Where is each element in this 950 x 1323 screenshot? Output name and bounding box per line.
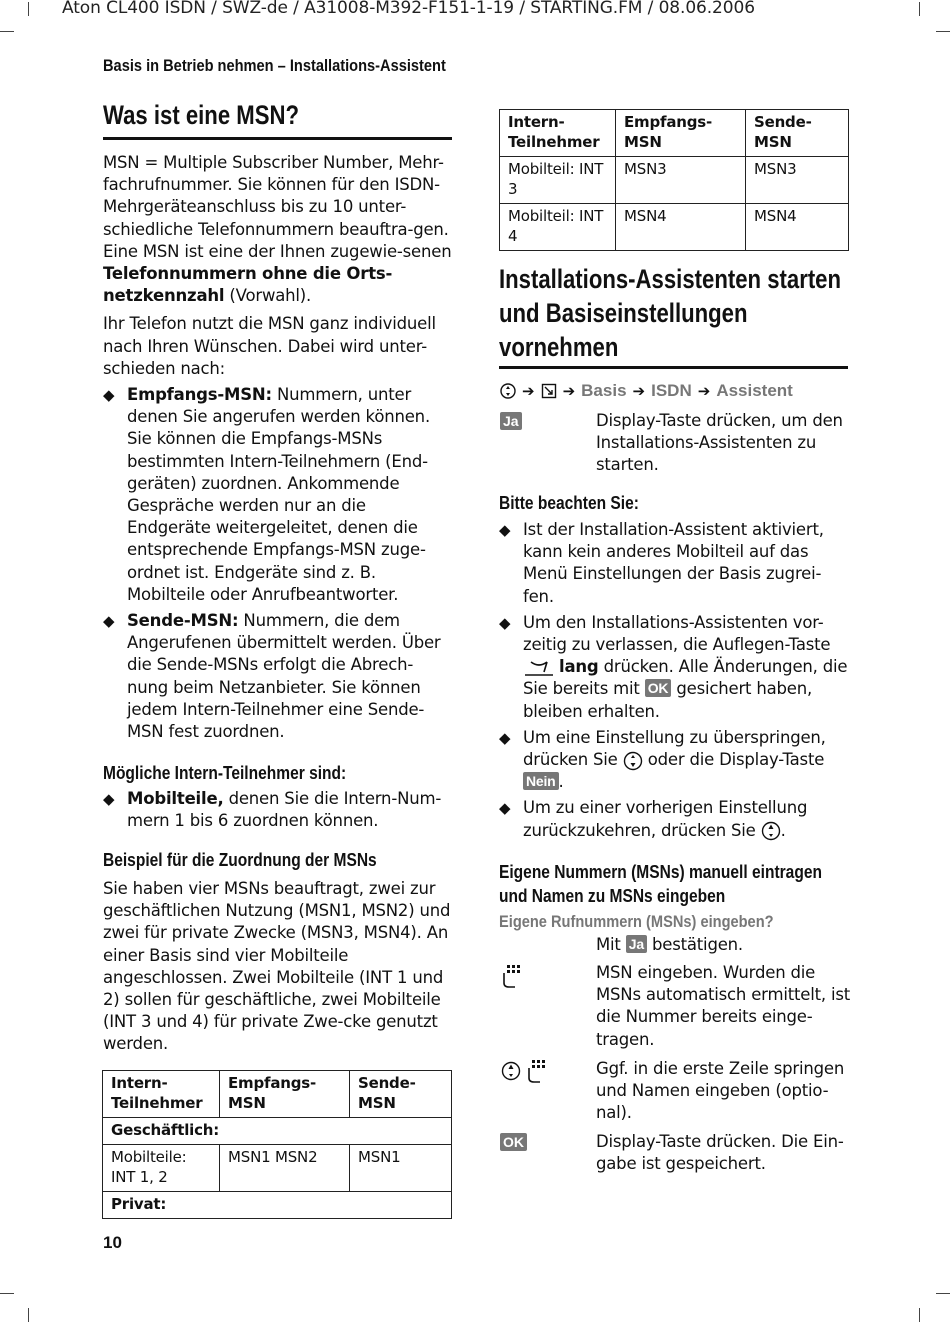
settings-menu-icon <box>541 383 557 399</box>
arrow-right-icon: ➔ <box>697 382 711 400</box>
table-group-row: Privat: <box>103 1192 452 1219</box>
crop-mark <box>936 1293 950 1294</box>
subheading-eigene: Eigene Nummern (MSNs) manuell eintragen und Namen zu MSNs eingeben <box>499 861 822 906</box>
table-cell: MSN3 <box>746 157 849 204</box>
display-key-nein: Nein <box>523 772 559 790</box>
table-group-row: Geschäftlich: <box>103 1118 452 1145</box>
step-ok: Display-Taste drücken. Die Ein-gabe ist gespeichert. <box>596 1132 844 1174</box>
crop-mark <box>0 31 14 32</box>
list-item: ◆ Empfangs-MSN: Nummern, unter denen Sie angerufen werden können. Sie können die Empfangs-MSNs bestimmten Intern-Teilnehmern (End-geräten) zuordnen. Ankommende Gespräche werden nur an die Endgeräte weitergeleitet, denen die entsprechende Empfangs-MSN zuge-ordnet ist. Endgeräte sind z. B. Mobilteile oder Anrufbeantworter. <box>103 385 430 604</box>
list-item: ◆ Ist der Installation-Assistent aktiviert, kann kein anderes Mobilteil auf das Menü Einstellungen der Basis zugrei-fen. <box>499 520 824 606</box>
table-header: Sende-MSN <box>746 110 849 157</box>
table-cell: Mobilteil: INT 4 <box>500 204 616 251</box>
menu-item-assistent: Assistent <box>716 381 793 400</box>
display-key-ok: OK <box>500 1133 527 1151</box>
intro-paragraph: MSN = Multiple Subscriber Number, Mehr-fachrufnummer. Sie können für den ISDN-Mehrgeräteanschluss bis zu 10 unter-schiedliche Telefonnummern beauftra-gen. Eine MSN ist eine der Ihnen zugewie-senen Telefonnummern ohne die Orts-netzkennzahl (Vorwahl). <box>103 153 452 306</box>
menu-item-basis: Basis <box>581 381 627 400</box>
control-key-up-icon <box>761 821 781 841</box>
display-key-ja: Ja <box>626 935 647 953</box>
installation-title-box <box>499 262 919 364</box>
table-cell: Mobilteile: INT 1, 2 <box>103 1145 220 1192</box>
menu-item-isdn: ISDN <box>651 381 692 400</box>
section-title: Was ist eine MSN? <box>103 100 300 130</box>
table-cell: MSN3 <box>616 157 746 204</box>
keypad-icon <box>526 1058 552 1084</box>
arrow-right-icon: ➔ <box>562 382 576 400</box>
msn-table-left <box>102 1070 452 1219</box>
display-key-ja: Ja <box>500 412 522 430</box>
subheading-beachten: Bitte beachten Sie: <box>499 492 639 513</box>
example-paragraph: Sie haben vier MSNs beauftragt, zwei zur geschäftlichen Nutzung (MSN1, MSN2) und zwei für private Zwecke (MSN3, MSN4). An einer Basis sind vier Mobilteile angeschlossen. Zwei Mobilteile (INT 1 und 2) sollen für geschäftliche, zwei Mobilteile (INT 3 und 4) für private Zwe-cke genutzt werden. <box>103 879 451 1054</box>
arrow-right-icon: ➔ <box>632 382 646 400</box>
control-key-icon <box>500 383 516 399</box>
list-item: ◆ Um eine Einstellung zu überspringen, drücken Sie oder die Display-Taste Nein . <box>499 727 826 792</box>
list-item: ◆ Um den Installations-Assistenten vor-zeitig zu verlassen, die Auflegen-Taste lang drücken. Alle Änderungen, die Sie bereits mit OK gesichert haben, bleiben erhalten. <box>499 612 848 721</box>
diamond-bullet-icon: ◆ <box>499 613 511 632</box>
diamond-bullet-icon: ◆ <box>499 728 511 747</box>
diamond-bullet-icon: ◆ <box>103 790 115 808</box>
ja-key-row <box>500 412 522 431</box>
diamond-bullet-icon: ◆ <box>103 386 115 405</box>
table-header: Empfangs-MSN <box>616 110 746 157</box>
table-cell: Mobilteil: INT 3 <box>500 157 616 204</box>
table-header: Sende-MSN <box>350 1071 452 1118</box>
msn-table-right <box>499 109 849 251</box>
installation-title: Installations-Assistenten starten und Basiseinstellungen vornehmen <box>499 264 842 362</box>
crop-mark <box>28 2 29 16</box>
crop-mark <box>28 1308 29 1322</box>
crop-mark <box>0 1293 14 1294</box>
control-key-up-icon <box>501 1061 521 1081</box>
step-name-eingeben: Ggf. in die erste Zeile springen und Namen eingeben (optio-nal). <box>596 1059 845 1123</box>
list-item: ◆ Sende-MSN: Nummern, die dem Angerufenen übermittelt werden. Über die Sende-MSNs erfolgt die Abrech-nung beim Netzanbieter. Sie können jedem Intern-Teilnehmer eine Sende-MSN fest zuordnen. <box>103 611 441 742</box>
display-key-ok: OK <box>645 679 672 697</box>
diamond-bullet-icon: ◆ <box>499 799 511 818</box>
keypad-icon <box>501 963 527 989</box>
section-header: Basis in Betrieb nehmen – Installations-Assistent <box>103 56 446 75</box>
title-rule <box>499 366 848 369</box>
step-keypad <box>501 963 527 993</box>
left-column-2 <box>103 788 453 832</box>
notes-list <box>499 519 849 842</box>
crop-mark <box>936 31 950 32</box>
diamond-bullet-icon: ◆ <box>499 521 511 539</box>
table-header: Intern-Teilnehmer <box>500 110 616 157</box>
crop-mark <box>919 1308 920 1322</box>
page-number: 10 <box>103 1233 122 1252</box>
display-prompt: Eigene Rufnummern (MSNs) eingeben? <box>499 912 774 931</box>
end-call-key-icon <box>523 659 559 677</box>
table-cell: MSN4 <box>746 204 849 251</box>
menu-path <box>500 381 793 401</box>
subheading-moegliche: Mögliche Intern-Teilnehmer sind: <box>103 762 347 783</box>
arrow-right-icon: ➔ <box>522 382 535 400</box>
table-header: Empfangs-MSN <box>220 1071 350 1118</box>
confirm-instruction: Mit Ja bestätigen. <box>596 935 743 954</box>
control-key-down-icon <box>623 751 643 771</box>
table-cell: MSN1 MSN2 <box>220 1145 350 1192</box>
usage-paragraph: Ihr Telefon nutzt die MSN ganz individuell nach Ihren Wünschen. Dabei wird unter-schieden nach: <box>103 314 436 378</box>
step-msn-eingeben: MSN eingeben. Wurden die MSNs automatisch ermittelt, ist die Nummer bereits einge-tragen. <box>596 963 851 1049</box>
table-cell: MSN4 <box>616 204 746 251</box>
ja-instruction: Display-Taste drücken, um den Installations-Assistenten zu starten. <box>596 411 843 475</box>
diamond-bullet-icon: ◆ <box>103 612 115 631</box>
subheading-beispiel: Beispiel für die Zuordnung der MSNs <box>103 849 377 870</box>
title-rule <box>103 137 452 140</box>
left-column <box>103 152 453 743</box>
crop-mark <box>919 2 920 16</box>
list-item: ◆ Mobilteile, denen Sie die Intern-Num-mern 1 bis 6 zuordnen können. <box>103 789 442 831</box>
running-header: Aton CL400 ISDN / SWZ-de / A31008-M392-F151-1-19 / STARTING.FM / 08.06.2006 <box>62 0 755 18</box>
step-control-keypad <box>501 1058 552 1084</box>
table-cell: MSN1 <box>350 1145 452 1192</box>
list-item: ◆ Um zu einer vorherigen Einstellung zurückzukehren, drücken Sie . <box>499 798 808 840</box>
table-header: Intern-Teilnehmer <box>103 1071 220 1118</box>
ok-key-row <box>500 1133 527 1152</box>
